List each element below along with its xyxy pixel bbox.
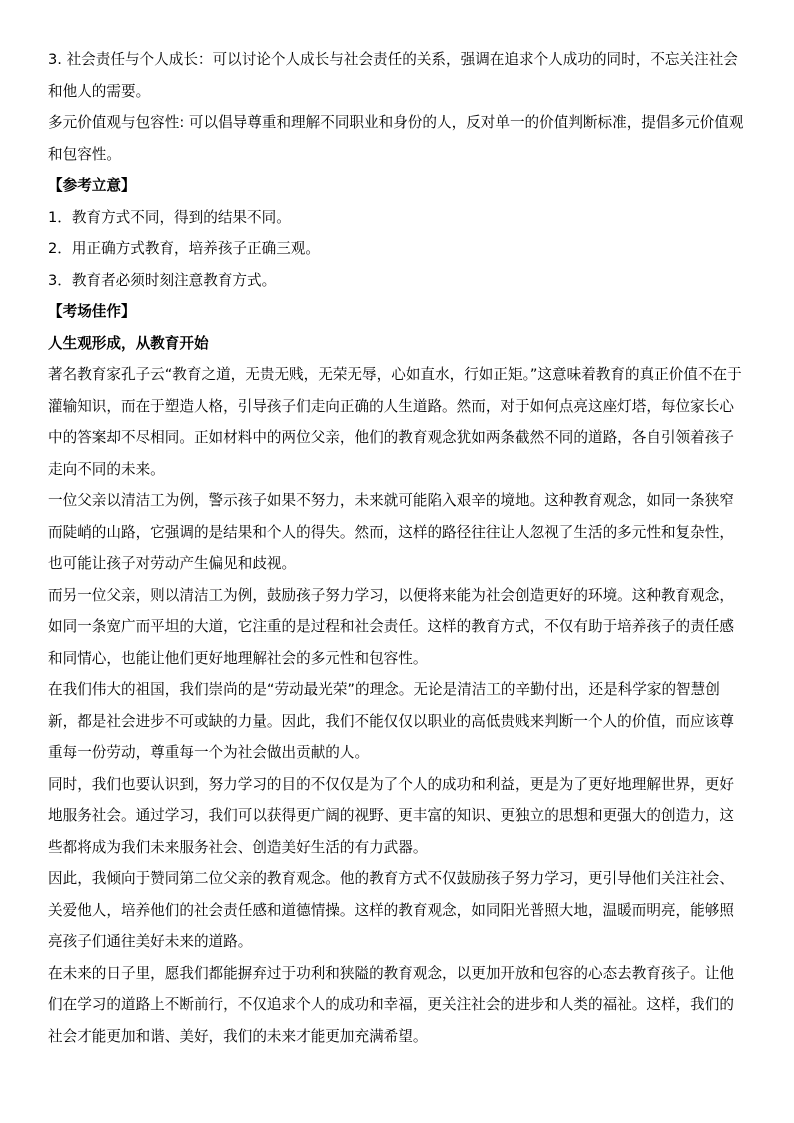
essay-title: 人生观形成，从教育开始 [48, 334, 209, 352]
list-item: 2．用正确方式教育，培养孩子正确三观。 [48, 240, 320, 257]
list-item: 3．教育者必须时刻注意教育方式。 [48, 271, 277, 289]
paragraph-social-responsibility: 3. 社会责任与个人成长：可以讨论个人成长与社会责任的关系，强调在追求个人成功的同时，不忘关注社会和他人的需要。 [48, 51, 738, 100]
paragraph-diverse-values: 多元价值观与包容性: 可以倡导尊重和理解不同职业和身份的人，反对单一的价值判断标准，提倡多元价值观和包容性。 [48, 114, 744, 163]
essay-paragraph: 在我们伟大的祖国，我们崇尚的是“劳动最光荣”的理念。无论是清洁工的辛勤付出，还是科学家的智慧创新，都是社会进步不可或缺的力量。因此，我们不能仅仅以职业的高低贵贱来判断一个人的价值，而应该尊重每一份劳动，尊重每一个为社会做出贡献的人。 [48, 681, 734, 761]
essay-paragraph: 因此，我倾向于赞同第二位父亲的教育观念。他的教育方式不仅鼓励孩子努力学习，更引导他们关注社会、关爱他人，培养他们的社会责任感和道德情操。这样的教育观念，如同阳光普照大地，温暖而明亮，能够照亮孩子们通往美好未来的道路。 [48, 870, 734, 950]
essay-paragraph: 同时，我们也要认识到，努力学习的目的不仅仅是为了个人的成功和利益，更是为了更好地理解世界，更好地服务社会。通过学习，我们可以获得更广阔的视野、更丰富的知识、更独立的思想和更强大的创造力，这些都将成为我们未来服务社会、创造美好生活的有力武器。 [48, 775, 734, 856]
essay-paragraph: 著名教育家孔子云“教育之道，无贵无贱，无荣无辱，心如直水，行如正矩。”这意味着教育的真正价值不在于灌输知识，而在于塑造人格，引导孩子们走向正确的人生道路。然而，对于如何点亮这座灯塔，每位家长心中的答案却不尽相同。正如材料中的两位父亲，他们的教育观念犹如两条截然不同的道路，各自引领着孩子走向不同的未来。 [48, 366, 742, 478]
heading-exam-essay: 【考场佳作】 [48, 303, 136, 320]
document-page [48, 44, 748, 1052]
essay-paragraph: 在未来的日子里，愿我们都能摒弃过于功利和狭隘的教育观念，以更加开放和包容的心态去教育孩子。让他们在学习的道路上不断前行，不仅追求个人的成功和幸福，更关注社会的进步和人类的福祉。这样，我们的社会才能更加和谐、美好，我们的未来才能更加充满希望。 [48, 964, 734, 1045]
list-item: 1．教育方式不同，得到的结果不同。 [48, 208, 291, 226]
essay-paragraph: 一位父亲以清洁工为例，警示孩子如果不努力，未来就可能陷入艰辛的境地。这种教育观念，如同一条狭窄而陡峭的山路，它强调的是结果和个人的得失。然而，这样的路径往往让人忽视了生活的多元性和复杂性，也可能让孩子对劳动产生偏见和歧视。 [48, 492, 734, 572]
essay-paragraph: 而另一位父亲，则以清洁工为例，鼓励孩子努力学习，以便将来能为社会创造更好的环境。这种教育观念，如同一条宽广而平坦的大道，它注重的是过程和社会责任。这样的教育方式，不仅有助于培养孩子的责任感和同情心，也能让他们更好地理解社会的多元性和包容性。 [48, 586, 734, 667]
heading-reference-ideas: 【参考立意】 [48, 177, 136, 194]
